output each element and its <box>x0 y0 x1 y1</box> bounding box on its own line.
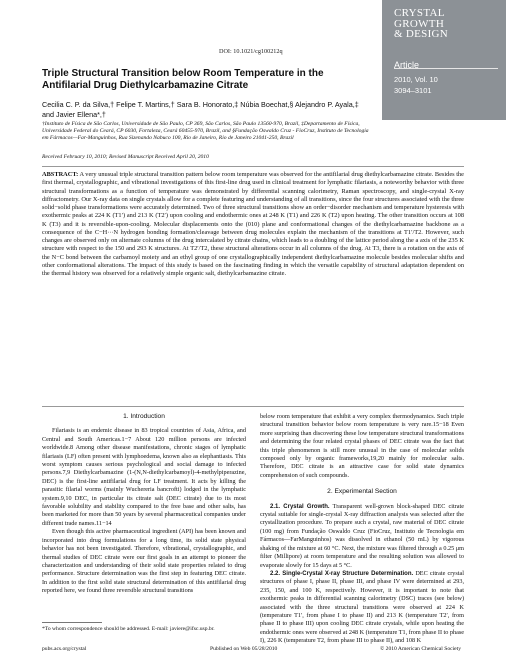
doc-type: Article <box>394 60 420 70</box>
paragraph <box>260 503 464 570</box>
footer-copyright: © 2010 American Chemical Society <box>380 646 461 652</box>
volume-info <box>394 74 438 96</box>
subsection-text: DEC citrate crystal structures of phase I, phase II, phase III, and phase IV were determined at 293, 235, 150, and 100 K, respectively. However, it is important to note that exothermic peaks in differential scanning calorimetry (DSC) traces (see below) associated with the three structural transitions were observed at 224 K (temperature T1′, from phase I to phase II) and 213 K (temperature T2′, from phase II to phase III) upon cooling DEC citrate crystals, while upon heating the endothermic ones were observed at 248 K (temperature T1, from phase II to phase I), 226 K (temperature T2, from phase III to phase II), and 108 K <box>260 569 464 645</box>
paragraph <box>260 570 464 646</box>
received-dates: Received February 10, 2010; Revised Manuscript Received April 20, 2010 <box>42 154 209 160</box>
brand-line: & DESIGN <box>394 28 449 40</box>
year-volume: 2010, Vol. 10 <box>394 75 438 84</box>
abstract <box>42 171 464 278</box>
journal-badge <box>382 0 506 120</box>
article-title: Triple Structural Transition below Room Temperature in the Antifilarial Drug Diethylcarbamazine Citrate <box>42 68 324 91</box>
badge-divider <box>394 68 498 69</box>
section-heading-introduction: 1. Introduction <box>123 413 165 420</box>
paragraph: below room temperature that exhibit a very complex thermodynamics. Such triple structural transition behavior below room temperature is very rare.15−18 Even more surprising than discovering these low temperature structural transformations and determining the four related crystal phases of DEC citrate was the fact that this triple phenomenon is still more unusual in the case of molecular solids composed only by organic frameworks,19,20 mainly for molecular salts. Therefore, DEC citrate is an attractive case for solid state dynamics comprehension of such compounds. <box>260 413 464 479</box>
journal-brand <box>394 8 448 40</box>
brand-line: CRYSTAL <box>394 7 445 19</box>
paragraph: Even though this active pharmaceutical ingredient (API) has been known and incorporated into drug formulations for a long time, its solid state physical behavior has not been investigated. Therefore, vibrational, crystallographic, and thermal studies of DEC citrate were our first goals in an attempt to pioneer the characterization and understanding of their solid state properties related to drug performance. Structure determination was the first step in featuring DEC citrate. In addition to the first solid state structural determination of this antifilarial drug reported here, we found three reversible structural transitions <box>42 528 246 595</box>
footnote-divider <box>42 622 102 623</box>
affiliations: †Instituto de Física de São Carlos, Universidade de São Paulo, CP 369, São Carlos, São Paulo 13560-970, Brazil, ‡Departamento de Física, Universidade Federal do Ceará, CP 6030, Fortaleza, Ceará 60455-970, Brazil, and §Fundação Oswaldo Cruz - FioCruz, Instituto de Tecnologia em Fármacos—Far-Manguinhos, Rua Sizenando Nabuco 100, Rio de Janeiro, Rio de Janeiro 21041-250, Brazil <box>42 121 369 142</box>
abstract-text: A very unusual triple structural transition pattern below room temperature was observed for the antifilarial drug diethylcarbamazine citrate. Besides the first thermal, crystallographic, and vibrational investigations of this first-line drug used in clinical treatment for lymphatic filariasis, a noteworthy behavior with three structural transformations as a function of temperature was demonstrated by differential scanning calorimetry, Raman spectroscopy, and single-crystal X-ray diffractometry. Our X-ray data on single crystals allow for a complete featuring and understanding of all transitions, since the four structures associated with the three solid−solid phase transformations were accurately determined. Two of three structural transitions show an order−disorder mechanism and temperature hysteresis with exothermic peaks at 224 K (T1′) and 213 K (T2′) upon cooling and endothermic ones at 248 K (T1) and 226 K (T2) upon heating. The other transition occurs at 108 K (T3) and it is reversible-upon-cooling. Molecular displacements onto the (010) plane and conformational changes of the diethylcarbamazine backbone as a consequence of the C−H···N hydrogen bonding formation/cleavage between drug molecules explain the mechanism of the transitions at T1′/T2. However, such changes are observed only on alternate columns of the drug intercalated by citrate chains, which leads to a doubling of the lattice period along the a axis of the 235 K structure with respect to the 150 and 293 K structures. At T2′/T2, these structural alterations occur in all columns of the drug. At T3, there is a rotation on the axis of the N−C bond between the carbamoyl moiety and an ethyl group of one crystallographically independent diethylcarbamazine molecule besides molecular shifts and other conformational alterations. The impact of this study is based on the fascinating finding in which the versatile capability of structural adaptation dependent on the thermal history was observed for a relatively simple organic salt, diethylcarbamazine citrate. <box>42 171 464 277</box>
subsection-heading: 2.2. Single-Crystal X-ray Structure Determination. <box>270 570 414 577</box>
page-range: 3094–3101 <box>394 86 432 95</box>
footnote: *To whom correspondence should be addressed. E-mail: javiere@ifsc.usp.br. <box>42 626 215 632</box>
author-list: Cecilia C. P. da Silva,† Felipe T. Martins,† Sara B. Honorato,‡ Núbia Boechat,§ Alejandro P. Ayala,‡ and Javier Ellena*,† <box>42 100 359 119</box>
brand-line: GROWTH <box>394 17 445 30</box>
divider-top <box>42 166 464 167</box>
doi-label: DOI: 10.1021/cg100212q <box>219 48 283 55</box>
subsection-text: Transparent well-grown block-shaped DEC citrate crystal suitable for single-crystal X-ray diffraction analysis was selected after the crystallization procedure. To prepare such a crystal, raw material of DEC citrate (100 mg) from Fundação Oswaldo Cruz (FioCruz, Instituto de Tecnologia em Fármacos—FarManguinhos) was dissolved in ethanol (50 mL) by vigorous shaking of the mixture at 60 °C. Next, the mixture was filtered through a 0.25 μm filter (Millipore) at room temperature and the resulting solution was allowed to evaporate slowly for 15 days at 5 °C. <box>260 502 464 569</box>
divider-bottom <box>42 406 464 407</box>
section-heading-experimental: 2. Experimental Section <box>327 488 397 496</box>
abstract-label: ABSTRACT: <box>42 171 79 178</box>
footer-journal-url: pubs.acs.org/crystal <box>42 646 87 652</box>
footer-publication-date: Published on Web 05/28/2010 <box>210 646 278 652</box>
left-column <box>42 413 246 596</box>
right-column <box>260 413 464 646</box>
paragraph: Filariasis is an endemic disease in 83 tropical countries of Asia, Africa, and Central and South Americas.1−7 About 120 million persons are infected worldwide.8 Among other disease manifestations, chronic stages of lymphatic filariasis (LF) often present with lymphoedema, known also as elephantiasis. This worst symptom causes serious psychological and social damage to infected persons.7,9 Diethylcarbamazine (1-(N,N-diethylcarbamoyl)-4-methylpiperazine, DEC) is the first-line antifilarial drug for LF treatment. It acts by killing the parasitic filarial worms (mainly Wuchereria bancrofti) lodged in the lymphatic system.9,10 DEC, in particular its citrate salt (DEC citrate) due to its most favorable solubility and stability compared to the free base and other salts, has been marketed for more than 50 years by several pharmaceutical companies under different trade names.11−14 <box>42 427 246 527</box>
subsection-heading: 2.1. Crystal Growth. <box>270 503 330 510</box>
